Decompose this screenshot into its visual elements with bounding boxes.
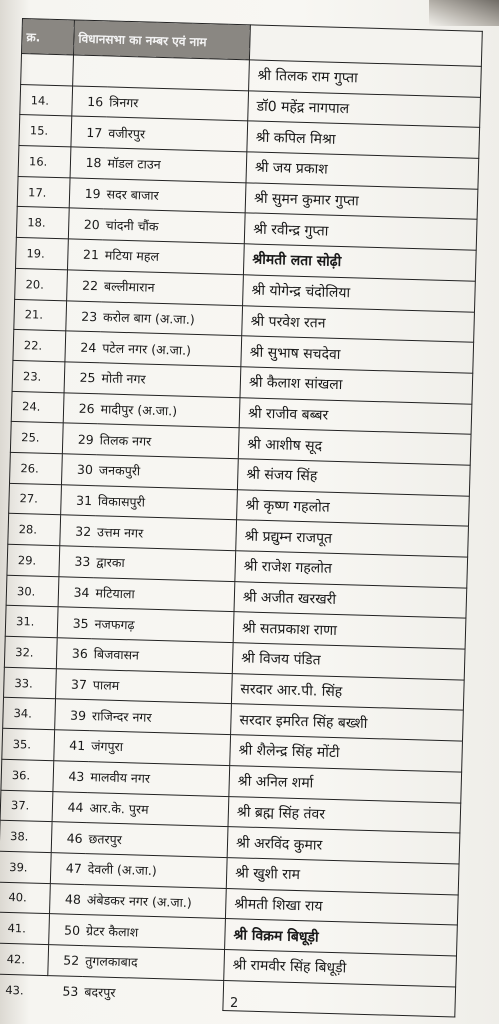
constituency-number-cell: 41 [54, 730, 89, 762]
serial-cell: 20. [15, 268, 68, 300]
constituency-number-cell: 34 [58, 576, 93, 608]
constituency-name-cell: मोती नगर [98, 363, 241, 398]
serial-cell: 23. [12, 360, 65, 392]
header-constituency: विधानसभा का नम्बर एवं नाम [73, 20, 250, 60]
serial-cell: 41. [0, 912, 49, 944]
member-name-cell: श्री ब्रह्म सिंह तंवर [228, 796, 461, 833]
member-name-cell: श्री जय प्रकाश [246, 152, 479, 189]
constituency-name-cell: विकासपुरी [95, 485, 238, 520]
member-name-cell: श्री कृष्ण गहलोत [237, 489, 470, 526]
member-name-cell: सरदार आर.पी. सिंह [231, 673, 464, 710]
constituency-name-cell: बदरपुर [84, 984, 116, 1001]
member-name-cell: श्री खुशी राम [226, 857, 459, 894]
member-name-cell: श्री तिलक राम गुप्ता [249, 60, 482, 97]
serial-cell: 30. [6, 575, 59, 607]
serial-cell: 39. [0, 851, 51, 883]
constituency-name-cell: करोल बाग (अ.जा.) [100, 301, 243, 336]
constituency-number-cell: 46 [51, 822, 86, 854]
member-name-cell [223, 980, 456, 1017]
constituency-number-cell: 43 [53, 760, 88, 792]
serial-cell: 15. [19, 115, 72, 147]
serial-cell: 34. [3, 698, 56, 730]
serial-cell: 19. [16, 238, 69, 270]
constituency-name-cell: नजफगढ़ [91, 608, 234, 643]
member-name-cell: श्री अरविंद कुमार [227, 827, 460, 864]
constituency-number-cell: 53 [62, 983, 79, 1000]
constituency-name-cell: तुगलकाबाद [82, 945, 225, 980]
constituency-name-cell: मटियाला [92, 577, 235, 612]
serial-cell: 16. [18, 146, 71, 178]
constituency-number-cell: 50 [49, 914, 84, 946]
constituency-name-cell: जंगपुरा [88, 731, 231, 766]
serial-cell: 36. [1, 759, 54, 791]
constituency-name-cell: छतरपुर [85, 823, 228, 858]
member-name-cell: श्री प्रद्युम्न राजपूत [236, 520, 469, 557]
serial-cell: 33. [4, 667, 57, 699]
serial-cell [21, 54, 74, 86]
serial-cell: 17. [17, 176, 70, 208]
member-name-cell: श्री परवेश रतन [242, 305, 475, 342]
member-name-cell: श्रीमती लता सोढ़ी [243, 244, 476, 281]
member-name-cell: श्री सुभाष सचदेवा [241, 336, 474, 373]
member-name-cell: श्री राजीव बब्बर [239, 397, 472, 434]
member-name-cell: डॉ0 महेंद्र नागपाल [248, 91, 481, 128]
member-name-cell: श्री कैलाश सांखला [240, 367, 473, 404]
member-name-cell: श्री रवीन्द्र गुप्ता [244, 213, 477, 250]
constituency-name-cell: बिजवासन [90, 639, 233, 674]
constituency-name-cell: मॉडल टाउन [104, 148, 247, 183]
member-name-cell: श्री सतप्रकाश राणा [233, 612, 466, 649]
constituency-name-cell: उत्तम नगर [94, 516, 237, 551]
constituency-name-cell: चांदनी चौंक [102, 209, 245, 244]
serial-cell: 14. [20, 84, 73, 116]
member-name-cell: श्री योगेन्द्र चंदोलिया [243, 275, 476, 312]
constituency-number-cell: 29 [62, 423, 97, 455]
serial-cell: 37. [0, 790, 53, 822]
member-name-cell: श्री शैलेन्द्र सिंह मोंटी [230, 735, 463, 772]
member-name-cell: श्री कपिल मिश्रा [247, 121, 480, 158]
constituency-name-cell: राजिन्दर नगर [89, 700, 232, 735]
member-name-cell: श्री रामवीर सिंह बिधूड़ी [224, 949, 457, 986]
serial-cell: 40. [0, 882, 50, 914]
constituency-name-cell: अंबेडकर नगर (अ.जा.) [83, 884, 226, 919]
member-name-cell: श्री विजय पंडित [232, 643, 465, 680]
serial-cell: 26. [10, 452, 63, 484]
constituency-number-cell: 25 [64, 362, 99, 394]
constituency-name-cell: तिलक नगर [96, 424, 239, 459]
constituency-number-cell: 33 [59, 546, 94, 578]
member-name-cell: श्री विक्रम बिधूड़ी [225, 919, 458, 956]
member-name-cell: श्री आशीष सूद [238, 428, 471, 465]
constituency-name-cell: ग्रेटर कैलाश [83, 915, 226, 950]
constituency-number-cell: 31 [61, 484, 96, 516]
constituency-name-cell: मालवीय नगर [87, 761, 230, 796]
constituency-number-cell: 30 [61, 454, 96, 486]
constituency-name-cell: त्रिनगर [106, 87, 249, 122]
constituency-name-cell: पटेल नगर (अ.जा.) [99, 332, 242, 367]
serial-cell: 38. [0, 820, 52, 852]
page-number: 2 [230, 996, 239, 1011]
constituency-number-cell: 47 [50, 853, 85, 885]
serial-cell: 27. [9, 483, 62, 515]
constituency-name-cell: वजीरपुर [105, 117, 248, 152]
constituency-number-cell: 18 [70, 147, 105, 179]
constituency-name-cell: मादीपुर (अ.जा.) [97, 393, 240, 428]
constituency-number-cell: 21 [67, 239, 102, 271]
serial-cell: 43. [5, 982, 24, 998]
serial-cell: 22. [13, 330, 66, 362]
serial-cell: 28. [8, 514, 61, 546]
member-name-cell: श्री संजय सिंह [237, 459, 470, 496]
serial-cell: 42. [0, 943, 49, 975]
serial-cell: 29. [7, 544, 60, 576]
constituency-name-cell: देवली (अ.जा.) [84, 853, 227, 888]
constituency-number-cell: 32 [60, 515, 95, 547]
serial-cell: 18. [16, 207, 69, 239]
constituency-name-cell [107, 56, 250, 91]
serial-cell: 21. [14, 299, 67, 331]
serial-cell: 24. [11, 391, 64, 423]
constituency-number-cell: 20 [68, 208, 103, 240]
constituency-number-cell: 37 [55, 668, 90, 700]
member-name-cell: सरदार इमरित सिंह बख्शी [231, 704, 464, 741]
constituency-number-cell: 16 [72, 86, 107, 118]
constituency-number-cell: 26 [63, 392, 98, 424]
member-name-cell: श्री राजेश गहलोत [235, 551, 468, 588]
member-name-cell: श्रीमती शिखा राय [225, 888, 458, 925]
constituency-number-cell: 17 [71, 116, 106, 148]
constituency-number-cell: 36 [56, 638, 91, 670]
member-name-cell: श्री अजीत खरखरी [234, 581, 467, 618]
serial-cell: 31. [5, 606, 58, 638]
page-corner-shadow [429, 0, 499, 26]
constituency-number-cell: 44 [52, 791, 87, 823]
constituency-number-cell: 19 [69, 178, 104, 210]
constituency-name-cell: आर.के. पुरम [86, 792, 229, 827]
member-name-cell: श्री अनिल शर्मा [229, 765, 462, 802]
constituency-number-cell: 23 [66, 300, 101, 332]
serial-cell: 25. [10, 422, 63, 454]
constituency-name-cell: मटिया महल [101, 240, 244, 275]
constituency-number-cell: 52 [48, 945, 83, 977]
constituency-number-cell: 22 [67, 270, 102, 302]
constituency-number-cell: 48 [49, 883, 84, 915]
serial-cell: 32. [4, 636, 57, 668]
serial-cell: 35. [2, 728, 55, 760]
header-serial: क्र. [22, 19, 75, 55]
constituency-number-cell [73, 55, 108, 87]
constituency-name-cell: बल्लीमारान [101, 271, 244, 306]
constituency-name-cell: पालम [89, 669, 232, 704]
constituency-number-cell: 24 [65, 331, 100, 363]
member-name-cell: श्री सुमन कुमार गुप्ता [245, 183, 478, 220]
constituency-name-cell: सदर बाजार [103, 179, 246, 214]
constituency-number-cell: 35 [57, 607, 92, 639]
constituency-number-cell: 39 [55, 699, 90, 731]
mla-table [0, 18, 483, 1018]
constituency-name-cell: द्वारका [93, 547, 236, 582]
constituency-name-cell: जनकपुरी [95, 455, 238, 490]
